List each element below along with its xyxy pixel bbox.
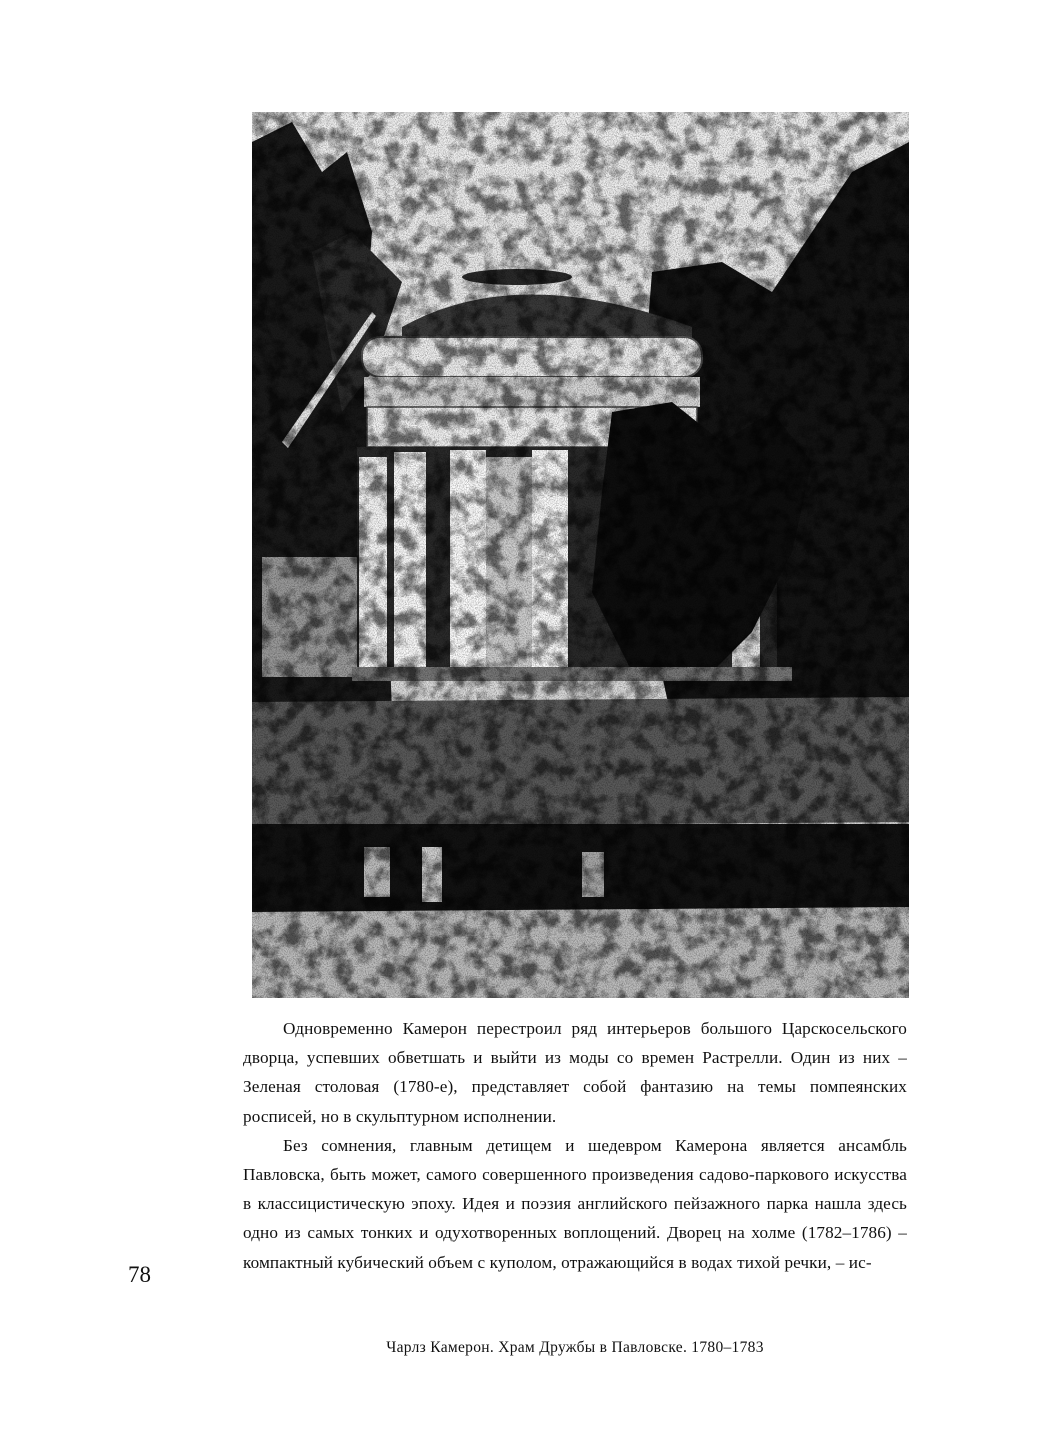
paragraph-2: Без сомнения, главным детищем и шедевром Камерона является ансамбль Павловска, быть может, самого совершенного произведения садово-паркового искусства в классицистическую эпоху. Идея и поэзия английского пейзажного парка нашла здесь одно из самых тонких и одухотворенных воплощений. Дворец на холме (1782–1786) – компактный кубический объем с куполом, отражающийся в водах тихой речки, – ис-	[243, 1135, 907, 1272]
body-text	[243, 1014, 907, 1277]
photo-drawing	[252, 112, 909, 998]
temple-of-friendship-photo	[252, 112, 909, 998]
page-number: 78	[128, 1262, 151, 1287]
halftone-grain	[252, 112, 909, 998]
photo-caption: Чарлз Камерон. Храм Дружбы в Павловске. 1780–1783	[386, 1339, 764, 1356]
paragraph-1: Одновременно Камерон перестроил ряд интерьеров большого Царскосельского дворца, успевших обветшать и выйти из моды со времен Растрелли. Один из них – Зеленая столовая (1780-е), представляет собой фантазию на темы помпеянских росписей, но в скульптурном исполнении.	[243, 1019, 907, 1126]
